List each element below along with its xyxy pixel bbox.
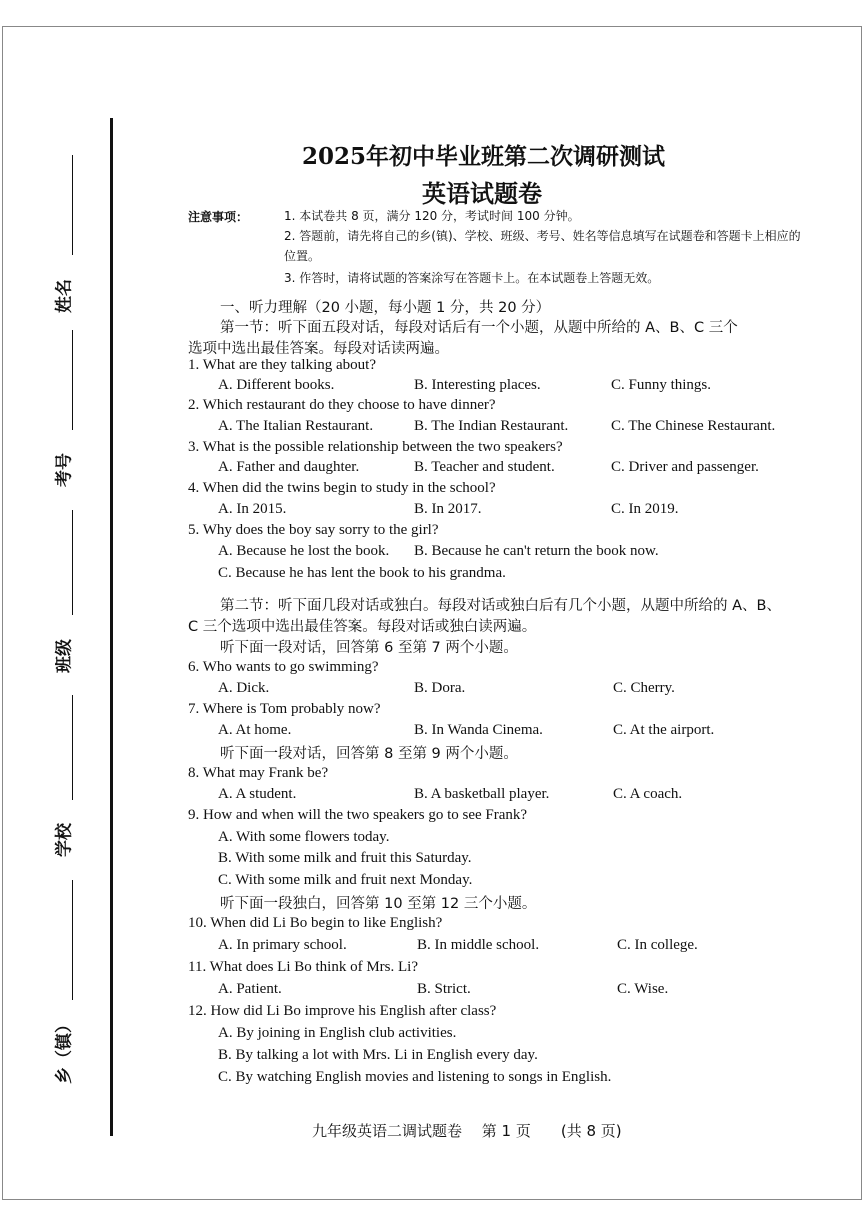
school-blank-line [72, 695, 73, 800]
q4-option-b: B. In 2017. [414, 501, 482, 517]
q6-option-b: B. Dora. [414, 680, 466, 696]
q10-option-c: C. In college. [617, 937, 698, 953]
note-item-3: 3. 作答时，请将试题的答案涂写在答题卡上。在本试题卷上答题无效。 [284, 271, 660, 285]
note-item-1: 1. 本试卷共 8 页，满分 120 分，考试时间 100 分钟。 [284, 209, 580, 223]
q6-option-a: A. Dick. [218, 680, 270, 696]
question-10: 10. When did Li Bo begin to like English? [188, 915, 443, 931]
q11-option-c: C. Wise. [617, 981, 669, 997]
question-4: 4. When did the twins begin to study in the school? [188, 480, 496, 496]
question-12: 12. How did Li Bo improve his English after class? [188, 1003, 497, 1019]
exam-subtitle: 英语试题卷 [422, 179, 542, 208]
q10-option-a: A. In primary school. [218, 937, 347, 953]
question-7: 7. Where is Tom probably now? [188, 701, 381, 717]
q8-option-c: C. A coach. [613, 786, 683, 802]
side-label-name: 姓名 [54, 279, 75, 313]
q5-option-b: B. Because he can't return the book now. [414, 543, 659, 559]
instruction-q8-9: 听下面一段对话，回答第 8 至第 9 两个小题。 [220, 746, 518, 762]
q9-option-b: B. With some milk and fruit this Saturday. [218, 850, 472, 866]
part1-instruction-line2: 选项中选出最佳答案。每段对话读两遍。 [188, 341, 449, 357]
notes-label: 注意事项： [188, 210, 249, 224]
side-label-school: 学校 [54, 823, 75, 857]
question-6: 6. Who wants to go swimming? [188, 659, 379, 675]
section-heading: 一、听力理解（20 小题，每小题 1 分，共 20 分） [220, 300, 551, 316]
q1-option-a: A. Different books. [218, 377, 335, 393]
q9-option-a: A. With some flowers today. [218, 829, 390, 845]
q2-option-a: A. The Italian Restaurant. [218, 418, 374, 434]
question-5: 5. Why does the boy say sorry to the girl? [188, 522, 439, 538]
q1-option-c: C. Funny things. [611, 377, 712, 393]
q12-option-b: B. By talking a lot with Mrs. Li in English every day. [218, 1047, 538, 1063]
instruction-q10-12: 听下面一段独白，回答第 10 至第 12 三个小题。 [220, 896, 537, 912]
class-blank-line [72, 510, 73, 615]
name-blank-line [72, 155, 73, 255]
q11-option-a: A. Patient. [218, 981, 282, 997]
question-8: 8. What may Frank be? [188, 765, 329, 781]
question-3: 3. What is the possible relationship between the two speakers? [188, 439, 563, 455]
part1-instruction-line1: 第一节：听下面五段对话，每段对话后有一个小题，从题中所给的 A、B、C 三个 [220, 320, 738, 336]
q1-option-b: B. Interesting places. [414, 377, 541, 393]
q6-option-c: C. Cherry. [613, 680, 675, 696]
side-label-county: 乡（镇） [54, 1016, 75, 1084]
q2-option-b: B. The Indian Restaurant. [414, 418, 569, 434]
question-2: 2. Which restaurant do they choose to have dinner? [188, 397, 496, 413]
q5-option-a: A. Because he lost the book. [218, 543, 390, 559]
side-label-class: 班级 [54, 639, 75, 673]
q2-option-c: C. The Chinese Restaurant. [611, 418, 776, 434]
q7-option-c: C. At the airport. [613, 722, 715, 738]
q8-option-a: A. A student. [218, 786, 297, 802]
page-footer: 九年级英语二调试题卷 第 1 页 (共 8 页) [312, 1122, 622, 1140]
binding-line [110, 118, 113, 1136]
instruction-q6-7: 听下面一段对话，回答第 6 至第 7 两个小题。 [220, 640, 518, 656]
county-blank-line [72, 880, 73, 1000]
q12-option-a: A. By joining in English club activities. [218, 1025, 457, 1041]
exam-title: 2025年初中毕业班第二次调研测试 [302, 143, 666, 170]
question-1: 1. What are they talking about? [188, 357, 376, 373]
q12-option-c: C. By watching English movies and listening to songs in English. [218, 1069, 612, 1085]
q10-option-b: B. In middle school. [417, 937, 540, 953]
q3-option-b: B. Teacher and student. [414, 459, 555, 475]
note-item-2: 2. 答题前，请先将自己的乡(镇)、学校、班级、考号、姓名等信息填写在试题卷和答题卡上相应的位置。 [284, 229, 801, 263]
exam-no-blank-line [72, 330, 73, 430]
question-9: 9. How and when will the two speakers go to see Frank? [188, 807, 528, 823]
q7-option-b: B. In Wanda Cinema. [414, 722, 543, 738]
q3-option-a: A. Father and daughter. [218, 459, 360, 475]
q4-option-a: A. In 2015. [218, 501, 287, 517]
part2-instruction-line2: C 三个选项中选出最佳答案。每段对话或独白读两遍。 [188, 619, 537, 635]
q3-option-c: C. Driver and passenger. [611, 459, 759, 475]
q7-option-a: A. At home. [218, 722, 292, 738]
q11-option-b: B. Strict. [417, 981, 471, 997]
part2-instruction-line1: 第二节：听下面几段对话或独白。每段对话或独白后有几个小题，从题中所给的 A、B、 [220, 598, 781, 614]
q8-option-b: B. A basketball player. [414, 786, 550, 802]
side-label-exam-no: 考号 [54, 453, 75, 487]
question-11: 11. What does Li Bo think of Mrs. Li? [188, 959, 418, 975]
q9-option-c: C. With some milk and fruit next Monday. [218, 872, 473, 888]
q4-option-c: C. In 2019. [611, 501, 679, 517]
q5-option-c: C. Because he has lent the book to his grandma. [218, 565, 506, 581]
